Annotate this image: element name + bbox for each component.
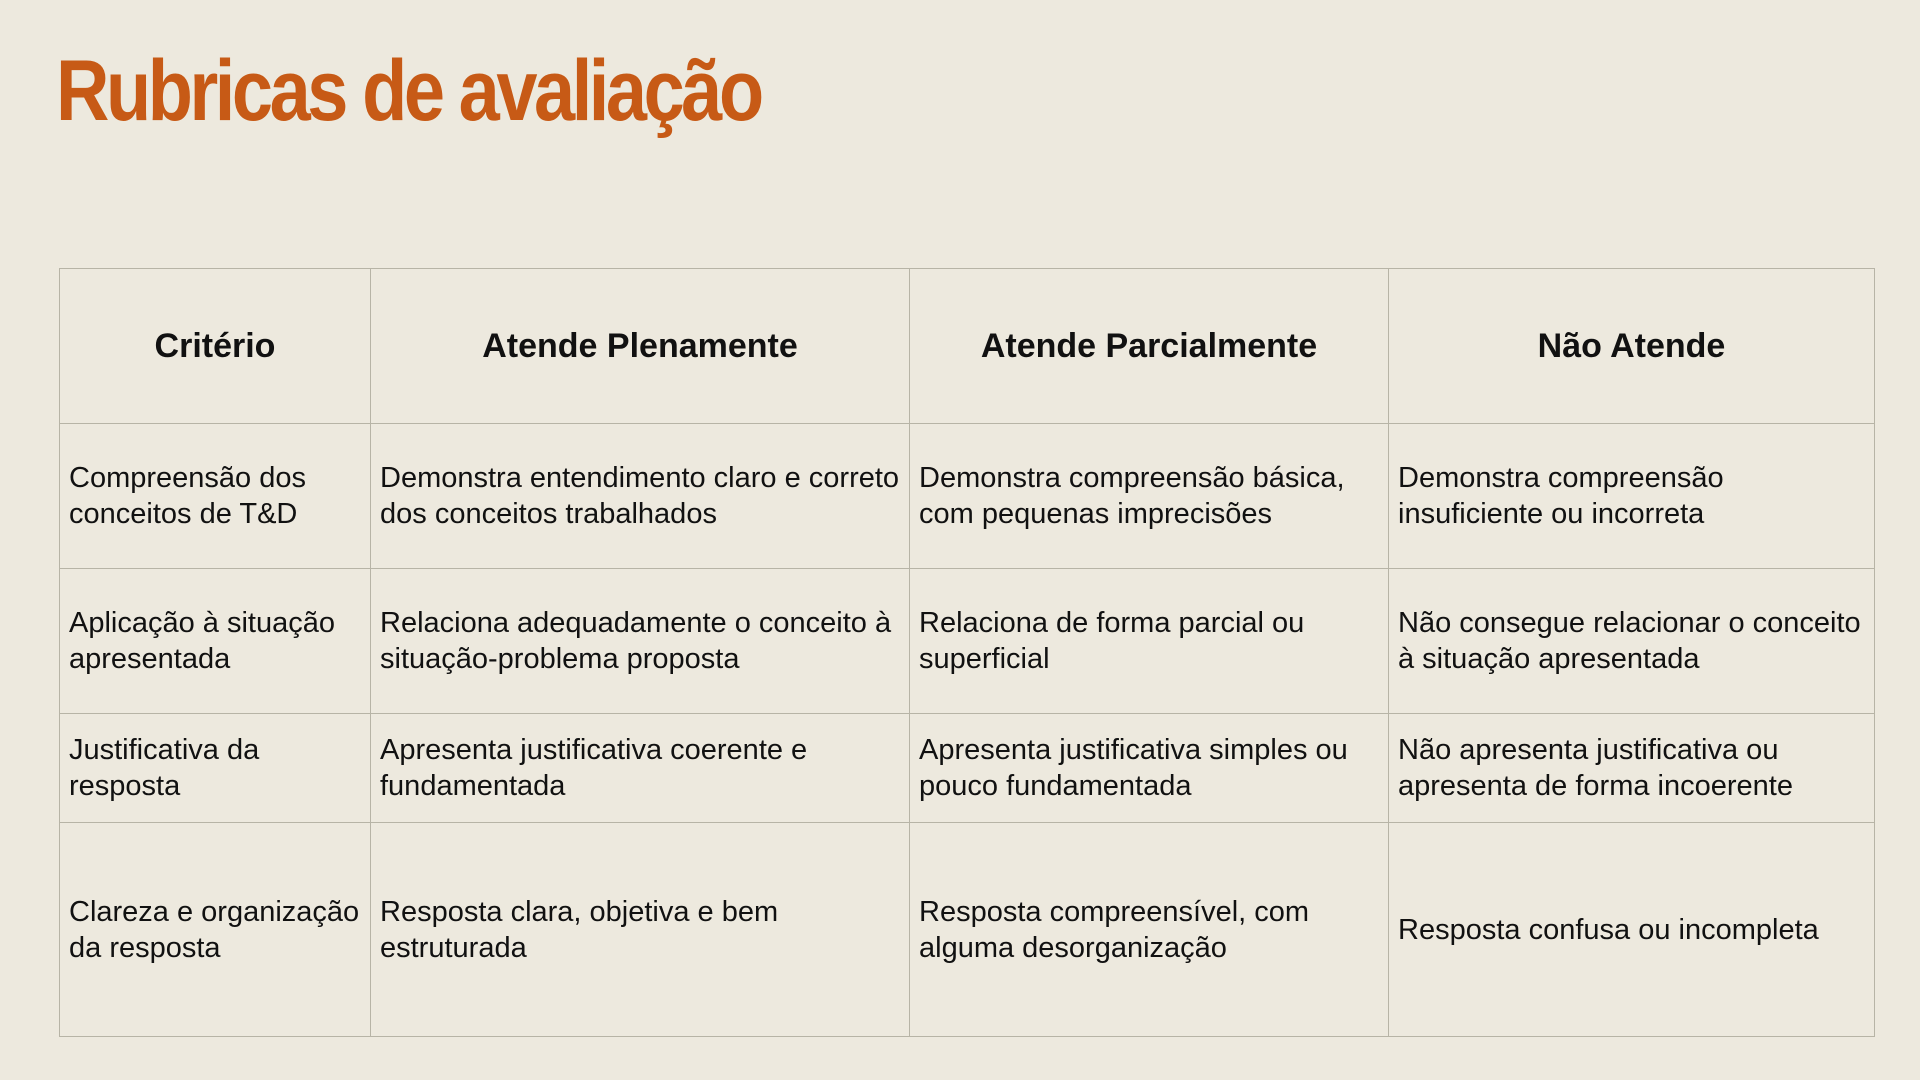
table-row [60, 569, 1875, 714]
table-row [60, 823, 1875, 1037]
partial-level-cell: Relaciona de forma parcial ou superficial [910, 569, 1389, 714]
header-criterio: Critério [60, 269, 371, 424]
full-level-cell: Resposta clara, objetiva e bem estruturada [371, 823, 910, 1037]
full-level-cell: Apresenta justificativa coerente e fundamentada [371, 714, 910, 823]
full-level-cell: Relaciona adequadamente o conceito à situação-problema proposta [371, 569, 910, 714]
partial-level-cell: Apresenta justificativa simples ou pouco fundamentada [910, 714, 1389, 823]
partial-level-cell: Demonstra compreensão básica, com pequenas imprecisões [910, 424, 1389, 569]
table-row [60, 714, 1875, 823]
rubric-table [59, 268, 1875, 1037]
table-row [60, 424, 1875, 569]
table-header-row [60, 269, 1875, 424]
not-met-level-cell: Não apresenta justificativa ou apresenta de forma incoerente [1389, 714, 1875, 823]
page-title: Rubricas de avaliação [56, 43, 761, 139]
not-met-level-cell: Demonstra compreensão insuficiente ou incorreta [1389, 424, 1875, 569]
header-atende-parcialmente: Atende Parcialmente [910, 269, 1389, 424]
criterion-cell: Justificativa da resposta [60, 714, 371, 823]
header-nao-atende: Não Atende [1389, 269, 1875, 424]
not-met-level-cell: Resposta confusa ou incompleta [1389, 823, 1875, 1037]
header-atende-plenamente: Atende Plenamente [371, 269, 910, 424]
partial-level-cell: Resposta compreensível, com alguma desorganização [910, 823, 1389, 1037]
full-level-cell: Demonstra entendimento claro e correto dos conceitos trabalhados [371, 424, 910, 569]
not-met-level-cell: Não consegue relacionar o conceito à situação apresentada [1389, 569, 1875, 714]
criterion-cell: Aplicação à situação apresentada [60, 569, 371, 714]
criterion-cell: Clareza e organização da resposta [60, 823, 371, 1037]
criterion-cell: Compreensão dos conceitos de T&D [60, 424, 371, 569]
